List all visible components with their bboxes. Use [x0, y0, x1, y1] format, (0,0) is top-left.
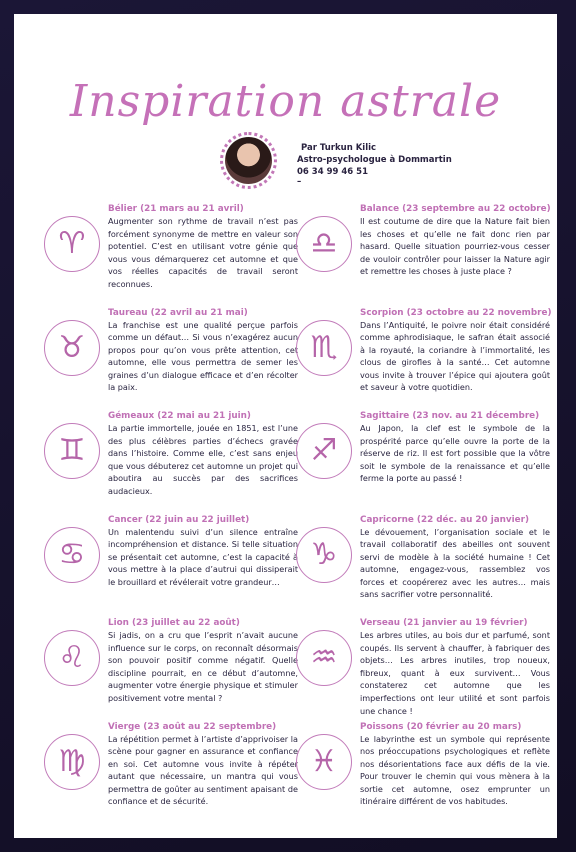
sign-heading: Verseau (21 janvier au 19 février) [360, 618, 528, 628]
horoscope-entry [44, 411, 298, 515]
horoscope-entry [296, 204, 551, 308]
scorpio-icon: ♏ [296, 320, 352, 376]
sign-heading: Gémeaux (22 mai au 21 juin) [108, 411, 251, 421]
sign-text: La répétition permet à l’artiste d’apprivoiser la scène pour gagner en assurance et confiance en soi. Cet automne vous invite à répéter autant que nécessaire, un mantra qui vous permettra de goûter au sentiment apaisant de confiance et de sécurité. [108, 733, 298, 807]
capricorn-icon: ♑ [296, 527, 352, 583]
sign-heading: Scorpion (23 octobre au 22 novembre) [360, 307, 552, 318]
magazine-page [14, 14, 557, 838]
sign-heading: Poissons (20 février au 20 mars) [360, 721, 522, 732]
author-phone: 06 34 99 46 51 [297, 167, 368, 177]
horoscope-entry [296, 307, 552, 412]
byline-dash: – [297, 177, 302, 187]
sign-text: Augmenter son rythme de travail n’est pas forcément synonyme de mettre en valeur son potentiel. C’est en utilisant votre génie que vous vous démarquerez cet automne et que vos réelles capacités de travail seront reconnues. [108, 216, 298, 289]
sign-text: Le labyrinthe est un symbole qui représente nos préoccupations psychologiques et reflète nos désorientations face aux défis de la vie. Pour trouver le chemin qui vous mènera à la sortie cet automne, osez emprunter un itinéraire différent de vos habitudes. [360, 733, 550, 807]
horoscope-entry [296, 721, 550, 826]
libra-icon: ♎ [296, 216, 352, 272]
author-name: Par Turkun Kilic [301, 143, 377, 153]
sign-heading: Capricorne (22 déc. au 20 janvier) [360, 514, 529, 525]
sign-text: Au Japon, la clef est le symbole de la prospérité parce qu’elle ouvre la porte de la réserve de riz. Il est fort possible que la vôtre soit le symbole de la renaissance et qu’elle ferme la porte au passé ! [360, 423, 550, 484]
aquarius-icon: ♒ [296, 630, 352, 686]
sign-heading: Vierge (23 août au 22 septembre) [108, 721, 277, 732]
sign-text: La partie immortelle, jouée en 1851, est l’une des plus célèbres parties d’échecs gravée dans l’histoire. Comme elle, c’est sans enjeu que vous débuterez cet automne un projet qui aboutira au succès par des sacrifices audacieux. [108, 423, 298, 496]
cancer-icon: ♋ [44, 527, 100, 583]
horoscope-entry [296, 411, 550, 515]
horoscope-entry [44, 618, 298, 722]
virgo-icon: ♍ [44, 734, 100, 790]
author-byline [297, 142, 452, 188]
horoscope-entry [44, 721, 298, 826]
horoscope-entry [44, 307, 298, 412]
sign-text: Le dévouement, l’organisation sociale et le travail collaboratif des abeilles ont souvent servi de modèle à la société humaine ! Cet automne, engagez-vous, rassemblez vos forces et coopérerez avec les autres… mais sans sacrifier votre personnalité. [360, 526, 550, 600]
sign-text: La franchise est une qualité perçue parfois comme un défaut… Si vous n’exagérez aucun propos pour qu’on vous prête attention, cet automne, elle vous permettra de semer les graines d’un dialogue efficace et d’en récolter la paix. [108, 319, 298, 393]
taurus-icon: ♉ [44, 320, 100, 376]
left-column [44, 204, 298, 825]
sign-heading: Cancer (22 juin au 22 juillet) [108, 514, 250, 525]
sign-text: Il est coutume de dire que la Nature fait bien les choses et qu’elle ne fait donc rien par hasard. Quelle situation pourriez-vous cesser de vouloir contrôler pour laisser la Nature agir et remettre les choses à juste place ? [360, 216, 550, 277]
sign-text: Dans l’Antiquité, le poivre noir était considéré comme aphrodisiaque, le safran était associé à la royauté, la coriandre à l’immortalité, les clous de girofles à la santé… Cet automne vous invite à trouver l’épice qui ajoutera goût et saveur à votre quotidien. [360, 319, 550, 393]
leo-icon: ♌ [44, 630, 100, 686]
author-role: Astro-psychologue à Dommartin [297, 155, 452, 165]
gemini-icon: ♊ [44, 423, 100, 479]
sign-heading: Lion (23 juillet au 22 août) [108, 618, 240, 628]
sign-text: Les arbres utiles, au bois dur et parfumé, sont coupés. Ils servent à chauffer, à fabriquer des objets… Les arbres inutiles, trop noueux, fibreux, quant à eux survivent… Vous constaterez cet automne que les imperfections ont leur utilité et sont parfois une chance ! [360, 630, 550, 716]
horoscope-entry [296, 618, 550, 722]
sagittarius-icon: ♐ [296, 423, 352, 479]
page-title: Inspiration astrale [69, 76, 502, 127]
sign-heading: Taureau (22 avril au 21 mai) [108, 307, 248, 318]
sign-text: Un malentendu suivi d’un silence entraîne incompréhension et distance. Si telle situation se présentait cet automne, c’est la capacité à vous mettre à la place d’autrui qui dissiperait le brouillard et révélerait votre grandeur… [108, 526, 298, 587]
author-avatar [220, 132, 277, 189]
pisces-icon: ♓ [296, 734, 352, 790]
horoscope-entry [44, 514, 298, 619]
sign-heading: Bélier (21 mars au 21 avril) [108, 204, 244, 214]
aries-icon: ♈ [44, 216, 100, 272]
sign-heading: Sagittaire (23 nov. au 21 décembre) [360, 411, 540, 421]
sign-text: Si jadis, on a cru que l’esprit n’avait aucune influence sur le corps, on reconnaît désormais son pouvoir positif comme négatif. Quelle discipline pourrait, en ce début d’automne, augmenter votre énergie physique et stimuler positivement votre mental ? [108, 630, 298, 703]
horoscope-entry [296, 514, 550, 619]
right-column [296, 204, 552, 825]
sign-heading: Balance (23 septembre au 22 octobre) [360, 204, 551, 214]
horoscope-entry [44, 204, 298, 308]
